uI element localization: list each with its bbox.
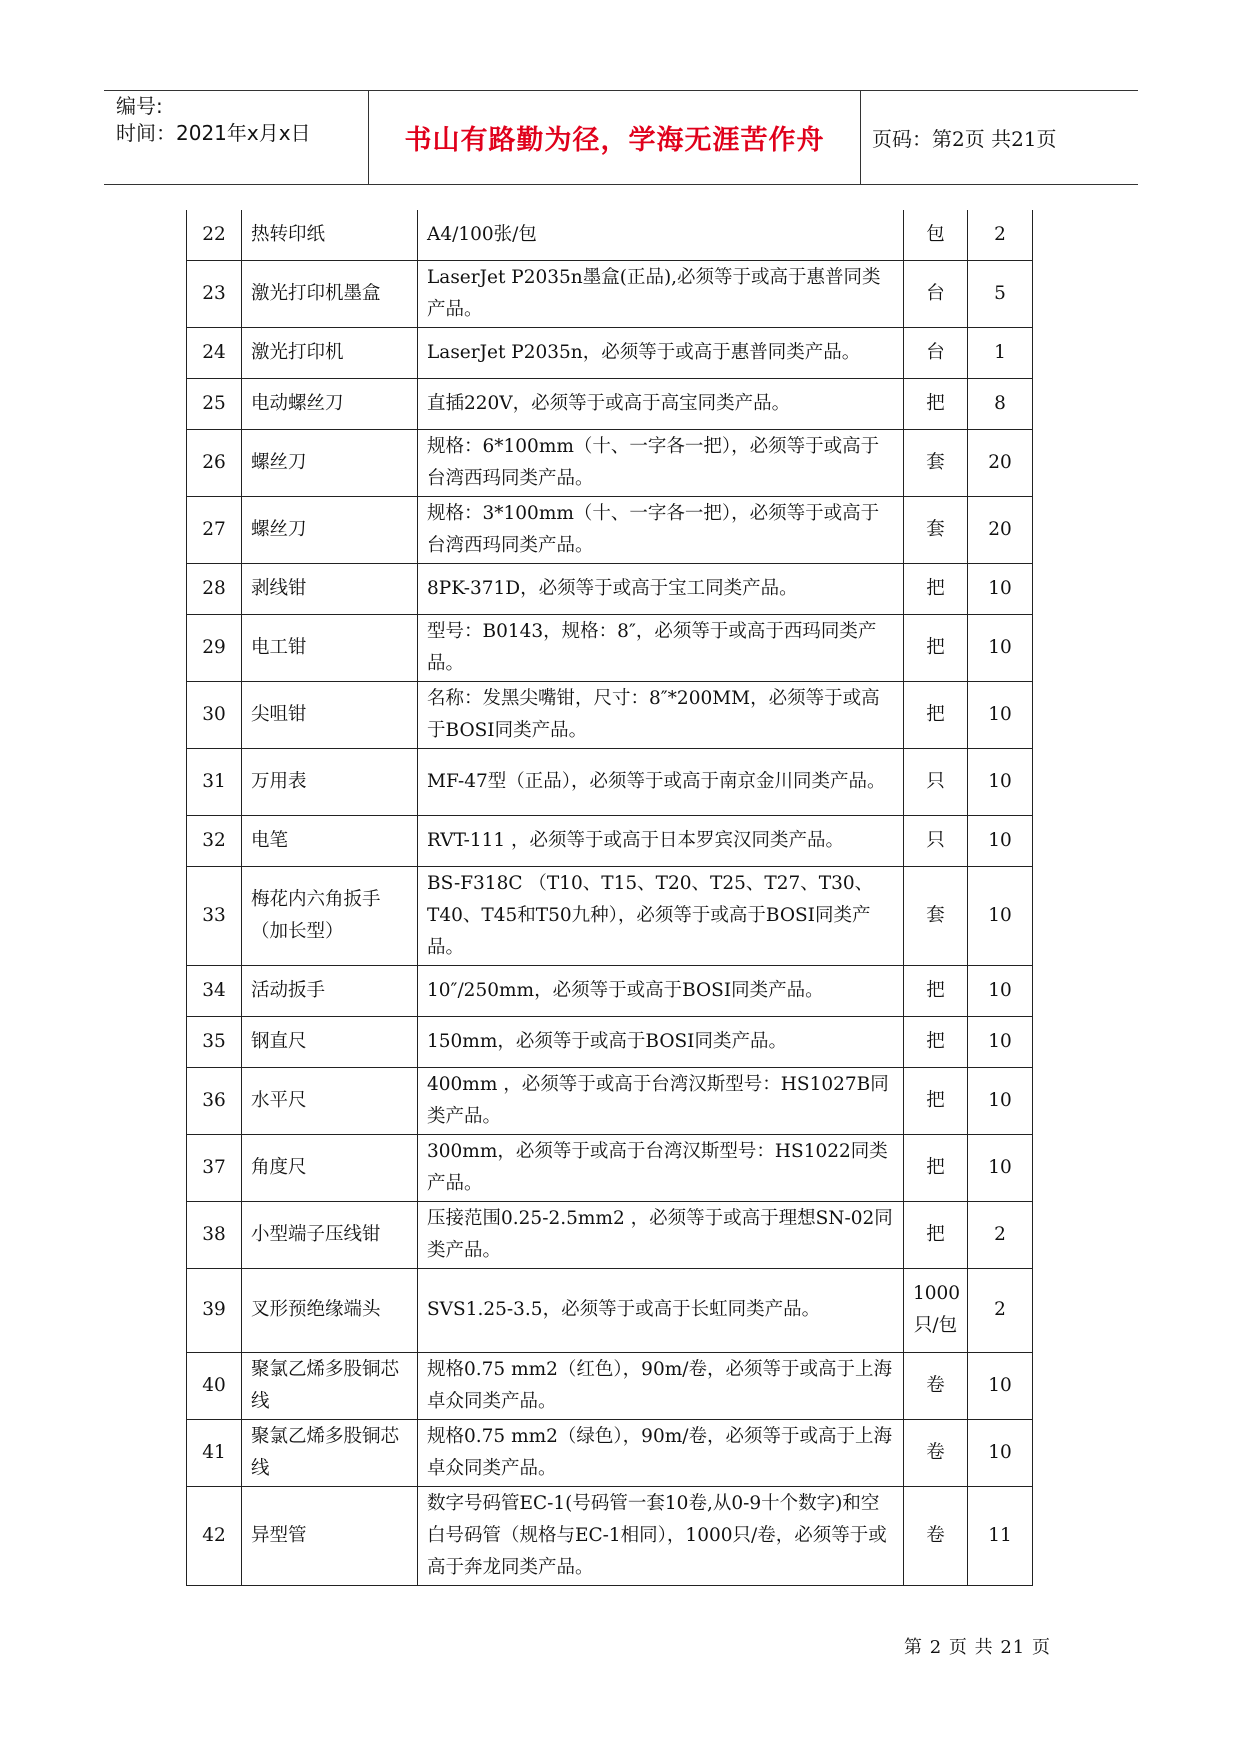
item-spec: LaserJet P2035n墨盒(正品),必须等于或高于惠普同类产品。 [418, 260, 904, 327]
item-name: 活动扳手 [242, 965, 418, 1016]
row-number: 35 [187, 1016, 242, 1067]
item-spec: 压接范围0.25-2.5mm2 ，必须等于或高于理想SN-02同类产品。 [418, 1201, 904, 1268]
table-row [187, 1134, 1033, 1201]
row-number: 29 [187, 614, 242, 681]
row-number: 24 [187, 327, 242, 378]
item-spec: 规格：3*100mm（十、一字各一把），必须等于或高于台湾西玛同类产品。 [418, 496, 904, 563]
item-unit: 只 [904, 815, 968, 866]
item-spec: 规格0.75 mm2（红色），90m/卷，必须等于或高于上海卓众同类产品。 [418, 1352, 904, 1419]
item-spec: 150mm，必须等于或高于BOSI同类产品。 [418, 1016, 904, 1067]
row-number: 37 [187, 1134, 242, 1201]
item-spec: SVS1.25-3.5，必须等于或高于长虹同类产品。 [418, 1268, 904, 1352]
item-spec: MF-47型（正品），必须等于或高于南京金川同类产品。 [418, 748, 904, 815]
item-quantity: 10 [968, 965, 1033, 1016]
item-name: 叉形预绝缘端头 [242, 1268, 418, 1352]
table-row [187, 1352, 1033, 1419]
page-header [104, 90, 1138, 185]
item-unit: 台 [904, 260, 968, 327]
table-row [187, 681, 1033, 748]
item-unit: 只 [904, 748, 968, 815]
serial-label: 编号: [116, 94, 163, 118]
item-unit: 卷 [904, 1486, 968, 1585]
table-row [187, 1268, 1033, 1352]
item-spec: A4/100张/包 [418, 210, 904, 260]
item-name: 聚氯乙烯多股铜芯线 [242, 1419, 418, 1486]
header-motto: 书山有路勤为径，学海无涯苦作舟 [368, 91, 861, 184]
item-spec: 300mm，必须等于或高于台湾汉斯型号：HS1022同类产品。 [418, 1134, 904, 1201]
item-name: 热转印纸 [242, 210, 418, 260]
table-row [187, 965, 1033, 1016]
item-unit: 套 [904, 866, 968, 965]
item-quantity: 20 [968, 496, 1033, 563]
page-footer: 第 2 页 共 21 页 [904, 1637, 1051, 1658]
item-name: 角度尺 [242, 1134, 418, 1201]
item-quantity: 2 [968, 1201, 1033, 1268]
row-number: 33 [187, 866, 242, 965]
item-name: 尖咀钳 [242, 681, 418, 748]
item-spec: BS-F318C （T10、T15、T20、T25、T27、T30、T40、T45和T50九种），必须等于或高于BOSI同类产品。 [418, 866, 904, 965]
table-row [187, 1201, 1033, 1268]
row-number: 39 [187, 1268, 242, 1352]
item-name: 激光打印机墨盒 [242, 260, 418, 327]
item-name: 电笔 [242, 815, 418, 866]
item-spec: 规格0.75 mm2（绿色），90m/卷，必须等于或高于上海卓众同类产品。 [418, 1419, 904, 1486]
row-number: 41 [187, 1419, 242, 1486]
item-quantity: 2 [968, 1268, 1033, 1352]
table-row [187, 210, 1033, 260]
item-spec: 10″/250mm，必须等于或高于BOSI同类产品。 [418, 965, 904, 1016]
table-row [187, 563, 1033, 614]
table-row [187, 1067, 1033, 1134]
item-name: 螺丝刀 [242, 496, 418, 563]
item-name: 剥线钳 [242, 563, 418, 614]
row-number: 26 [187, 429, 242, 496]
table-row [187, 1486, 1033, 1585]
row-number: 42 [187, 1486, 242, 1585]
row-number: 40 [187, 1352, 242, 1419]
item-unit: 套 [904, 429, 968, 496]
item-spec: 名称：发黑尖嘴钳，尺寸：8″*200MM，必须等于或高于BOSI同类产品。 [418, 681, 904, 748]
row-number: 32 [187, 815, 242, 866]
item-unit: 把 [904, 1016, 968, 1067]
table-row [187, 614, 1033, 681]
table-row [187, 748, 1033, 815]
item-quantity: 1 [968, 327, 1033, 378]
table-row [187, 260, 1033, 327]
item-name: 万用表 [242, 748, 418, 815]
table-row [187, 378, 1033, 429]
time-label: 时间：2021年x月x日 [116, 121, 311, 145]
item-unit: 把 [904, 563, 968, 614]
item-spec: 直插220V，必须等于或高于高宝同类产品。 [418, 378, 904, 429]
item-unit: 把 [904, 965, 968, 1016]
row-number: 36 [187, 1067, 242, 1134]
item-unit: 把 [904, 681, 968, 748]
row-number: 25 [187, 378, 242, 429]
row-number: 38 [187, 1201, 242, 1268]
item-unit: 1000只/包 [904, 1268, 968, 1352]
item-name: 异型管 [242, 1486, 418, 1585]
item-name: 电工钳 [242, 614, 418, 681]
item-name: 梅花内六角扳手（加长型） [242, 866, 418, 965]
item-name: 水平尺 [242, 1067, 418, 1134]
table-row [187, 327, 1033, 378]
item-spec: 400mm ，必须等于或高于台湾汉斯型号：HS1027B同类产品。 [418, 1067, 904, 1134]
item-spec: RVT-111 ，必须等于或高于日本罗宾汉同类产品。 [418, 815, 904, 866]
item-unit: 包 [904, 210, 968, 260]
item-quantity: 11 [968, 1486, 1033, 1585]
row-number: 31 [187, 748, 242, 815]
item-quantity: 10 [968, 866, 1033, 965]
item-quantity: 10 [968, 1067, 1033, 1134]
item-spec: 型号：B0143，规格：8″，必须等于或高于西玛同类产品。 [418, 614, 904, 681]
item-unit: 台 [904, 327, 968, 378]
item-spec: 8PK-371D，必须等于或高于宝工同类产品。 [418, 563, 904, 614]
items-table-body [187, 210, 1033, 1585]
item-unit: 套 [904, 496, 968, 563]
item-name: 激光打印机 [242, 327, 418, 378]
item-quantity: 10 [968, 1134, 1033, 1201]
item-unit: 把 [904, 1201, 968, 1268]
item-quantity: 20 [968, 429, 1033, 496]
item-quantity: 10 [968, 1352, 1033, 1419]
item-unit: 把 [904, 378, 968, 429]
item-unit: 卷 [904, 1352, 968, 1419]
item-quantity: 10 [968, 681, 1033, 748]
row-number: 22 [187, 210, 242, 260]
item-name: 小型端子压线钳 [242, 1201, 418, 1268]
header-page-label: 页码：第2页 共21页 [872, 127, 1057, 151]
table-row [187, 429, 1033, 496]
table-row [187, 1016, 1033, 1067]
item-spec: LaserJet P2035n，必须等于或高于惠普同类产品。 [418, 327, 904, 378]
table-row [187, 815, 1033, 866]
header-meta [116, 91, 366, 186]
item-quantity: 10 [968, 748, 1033, 815]
item-quantity: 10 [968, 1016, 1033, 1067]
table-row [187, 1419, 1033, 1486]
item-unit: 把 [904, 614, 968, 681]
item-name: 钢直尺 [242, 1016, 418, 1067]
item-quantity: 10 [968, 815, 1033, 866]
item-spec: 规格：6*100mm（十、一字各一把），必须等于或高于台湾西玛同类产品。 [418, 429, 904, 496]
table-row [187, 866, 1033, 965]
row-number: 27 [187, 496, 242, 563]
item-spec: 数字号码管EC-1(号码管一套10卷,从0-9十个数字)和空白号码管（规格与EC-1相同），1000只/卷，必须等于或高于奔龙同类产品。 [418, 1486, 904, 1585]
item-quantity: 10 [968, 614, 1033, 681]
item-quantity: 8 [968, 378, 1033, 429]
item-name: 螺丝刀 [242, 429, 418, 496]
item-quantity: 5 [968, 260, 1033, 327]
row-number: 30 [187, 681, 242, 748]
item-name: 聚氯乙烯多股铜芯线 [242, 1352, 418, 1419]
table-row [187, 496, 1033, 563]
row-number: 34 [187, 965, 242, 1016]
row-number: 28 [187, 563, 242, 614]
item-name: 电动螺丝刀 [242, 378, 418, 429]
item-quantity: 2 [968, 210, 1033, 260]
items-table [186, 210, 1033, 1586]
item-quantity: 10 [968, 1419, 1033, 1486]
row-number: 23 [187, 260, 242, 327]
item-quantity: 10 [968, 563, 1033, 614]
item-unit: 把 [904, 1067, 968, 1134]
item-unit: 卷 [904, 1419, 968, 1486]
item-unit: 把 [904, 1134, 968, 1201]
